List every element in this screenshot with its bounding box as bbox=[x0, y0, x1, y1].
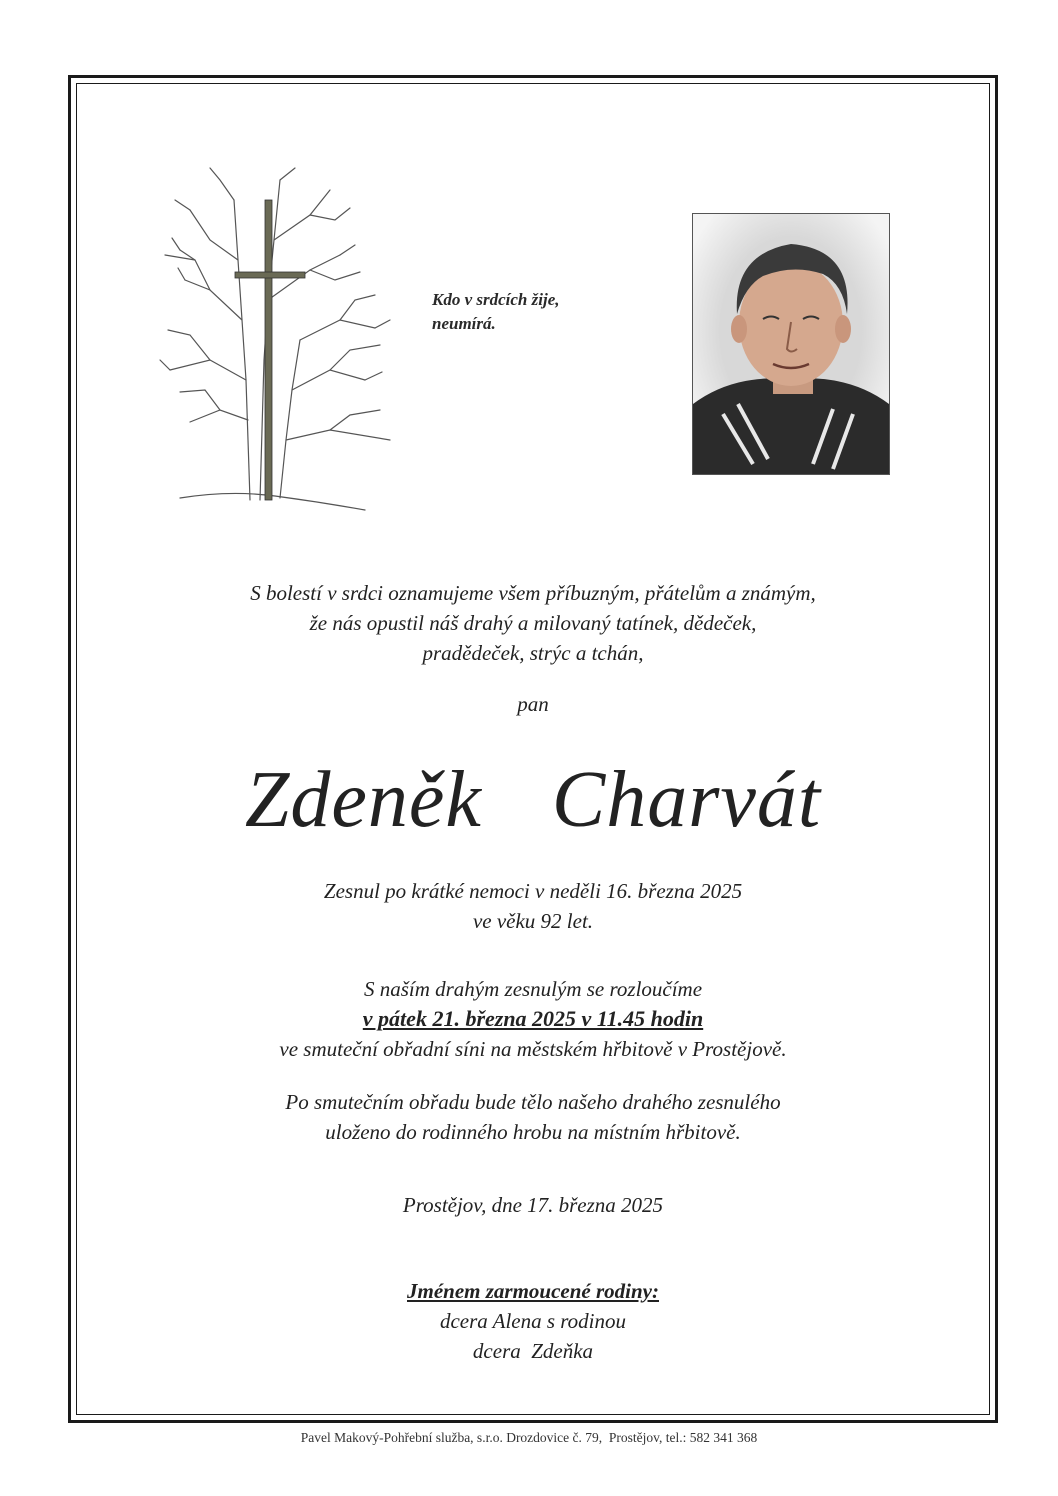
farewell-line-3: ve smuteční obřadní síni na městském hřbitově v Prostějově. bbox=[279, 1037, 787, 1061]
farewell-info bbox=[80, 974, 986, 1064]
footer-funeral-service: Pavel Makový-Pohřební služba, s.r.o. Drozdovice č. 79, Prostějov, tel.: 582 341 368 bbox=[300, 1430, 758, 1445]
burial-line-1: Po smutečním obřadu bude tělo našeho drahého zesnulého bbox=[285, 1090, 781, 1114]
death-info-line-1: Zesnul po krátké nemoci v neděli 16. března 2025 bbox=[323, 879, 743, 903]
farewell-line-1: S naším drahým zesnulým se rozloučíme bbox=[363, 977, 703, 1001]
portrait-photo bbox=[692, 213, 890, 475]
family-member: dcera Alena s rodinou bbox=[439, 1309, 627, 1333]
family-member: dcera Zdeňka bbox=[472, 1339, 594, 1363]
death-info-line-2: ve věku 92 let. bbox=[472, 909, 594, 933]
motto-line-1: Kdo v srdcích žije, bbox=[432, 290, 560, 309]
farewell-datetime: v pátek 21. března 2025 v 11.45 hodin bbox=[362, 1006, 704, 1031]
family-heading: Jménem zarmoucené rodiny: bbox=[407, 1279, 659, 1303]
tree-cross-illustration bbox=[150, 160, 400, 520]
announcement-line-3: pradědeček, strýc a tchán, bbox=[422, 641, 644, 665]
motto-line-2: neumírá. bbox=[432, 314, 496, 333]
death-info bbox=[80, 876, 986, 936]
announcement bbox=[80, 578, 986, 668]
deceased-name: Zdeněk Charvát bbox=[244, 756, 822, 844]
place-date: Prostějov, dne 17. března 2025 bbox=[402, 1193, 664, 1217]
family-signature bbox=[80, 1276, 986, 1366]
announcement-line-1: S bolestí v srdci oznamujeme všem příbuzným, přátelům a známým, bbox=[250, 581, 816, 605]
burial-line-2: uloženo do rodinného hrobu na místním hřbitově. bbox=[325, 1120, 741, 1144]
announcement-line-2: že nás opustil náš drahý a milovaný tatínek, dědeček, bbox=[309, 611, 757, 635]
motto bbox=[432, 288, 560, 336]
burial-info bbox=[80, 1087, 986, 1147]
title-word: pan bbox=[517, 692, 549, 716]
